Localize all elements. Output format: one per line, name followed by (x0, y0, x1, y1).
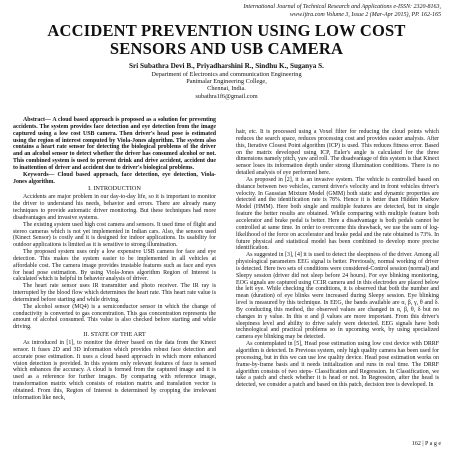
abstract (13, 117, 216, 172)
author-affiliation (0, 71, 453, 100)
journal-header-line-2: www.ijtra.com Volume 3, Issue 2 (Mar-Apr 2015), PP. 162-165 (289, 11, 441, 18)
affiliation-email: subathra1f6@gmail.com (195, 92, 258, 100)
body-paragraph: Accidents are major problem in our day-to-day life, so it is important to monitor the driver to understand his needs, behavior and errors. There are already many techniques to provide automatic driver monitoring. But these techniques had more disadvantages and invasive systems. (13, 194, 216, 221)
body-paragraph: The existing system used high cost camera and sensors. It used time of flight and stereo cameras which is not yet implemented in Indian cars. Also, the sensors used (Kinect Sensor) is costly and it is designed for indoor applications. Its usability for outdoor applications is limited as it is sensitive to strong illumination. (13, 221, 216, 249)
abstract-lead: Abstract— (23, 117, 53, 123)
paper-title-line-2: SENSORS AND USB CAMERA (109, 39, 344, 58)
affiliation-dept: Department of Electronics and communication Engineering (151, 71, 302, 78)
journal-header (231, 4, 441, 19)
body-paragraph: As suggested in [3], [4] it is used to detect the sleepiness of the driver. Among all physiological parameters EEG signal is better. Previously, normal working of driver is detected. Here two sets of conditions were considered-Control session (normal) and Sleepy session (driver did not sleep before 24 hours). For eye blinking monitoring, EOG signals are captured using CCIR camera and in this electrodes are placed below the left eye. While checking the conditions, it is observed that both the number and mean (duration) of eye blinks were increased during Sleepy session. Eye blinking level is measured by this technique. In EEG, the bands available are α, β, γ, θ and δ. By conducting this method, the observed values are changed in α, β, θ, δ but no changes in γ value. In this α and β values are more important. From this driver's sleepiness level and ability to drive safely were detected. EEG signals have both technological and practical problems so in upcoming work, by using specialized camera eye blinking may be detected. (236, 252, 439, 341)
body-paragraph: hair, etc. It is processed using a Voxel filter for reducing the cloud points which reduces the search space, reduces processing cost and provides easier analysis. After this, Iterative Closest Point algorithm (ICP) is used. This reduces fitness error. Based on the matrix developed using ICP, Euler's angle is calculated for the three dimensions namely pitch, yaw and roll. The disadvantage of this system is that Kinect sensor loses its information depth under strong illumination conditions. There is no detailed analysis of eye performed here. (236, 129, 439, 177)
paper-title (0, 22, 453, 58)
body-paragraph: The proposed system uses only a low expensive USB camera for face and eye detection. This makes the system easier to be implemented in all vehicles at affordable cost. The camera image provides trustable features such as face and eyes for head pose estimation. By using Viola-Jones algorithm Region of Interest is calculated which is helpful in behavior analysis of driver. (13, 249, 216, 283)
paper-title-line-1: ACCIDENT PREVENTION USING LOW COST (47, 21, 406, 40)
affiliation-city: Chennai, India. (207, 85, 246, 93)
keywords-body: Cloud based approach, face detection, eye detection, Viola-Jones algorithm. (13, 171, 216, 185)
page-number: 162 | P a g e (411, 441, 441, 447)
abstract-body: A cloud based approach is proposed as a solution for preventing accidents. The system provides face detection and eye detection from the image captured using a low cost USB camera. Then driver's head pose is estimated using the region of interest computed by Viola-Jones algorithm. The system also contains a heart rate sensor for detecting the biological problems of the driver and an alcohol sensor to detect whether the driver has consumed alcohol or not. This combined system is used to prevent drink and drive accident, accident due to inattention of driver and accident due to driver's biological problems. (13, 117, 217, 171)
affiliation-college: Panimalar Engineering College, (186, 78, 267, 86)
section-heading-introduction: I. INTRODUCTION (88, 185, 141, 193)
keywords (13, 172, 216, 186)
keywords-lead: Keywords— (23, 171, 58, 178)
section-heading-state-of-the-art: II. STATE OF THE ART (83, 331, 146, 339)
journal-header-line-1: International Journal of Technical Research and Applications e-ISSN: 2320-8163, (243, 4, 441, 10)
body-paragraph: As introduced in [1], to monitor the driver based on the data from the Kinect sensor. It fuses 2D and 3D information which provides robust face detection and accurate pose estimation. It uses a cloud based approach in which more enhanced vision detection is provided. In this system only relevant features of face is sensed which enhances the accuracy. A cloud is formed from the captured image and it is used as a reference for further images. By comparing with reference image, transformation matrix which consists of rotation matrix and translation vector is obtained. From this, Region of Interest is determined by cropping the irrelevant information like neck, (13, 340, 216, 401)
body-paragraph: As proposed in [2], it is an invasive system. The vehicle is controlled based on distance between two vehicles, current driver's velocity and in front vehicles driver's velocity. In Gaussian Mixture Model (GMM) both static and dynamic properties are detected and the identification rate is 78%. Hence it is better than Hidden Markov Model (HMM). Here both single and multiple features are detected, but in single feature the better results are obtained. While comparing with multiple feature both accelerator and brake pedal is better. Here a disadvantage is both pedals cannot be controlled at same time. In order to overcome this drawback, we use the sum of log-likelihood of the force on accelerator and brake pedal and the rate obtained is 73%. In future physical and statistical model has been combined to develop more precise identification. (236, 176, 439, 252)
body-paragraph: As contemplated in [5], Head pose estimation using low cost device with DRRF algorithm is detected. In Previous system, only high quality camera has been used for processing, but in this we can use low quality device. Head pose estimation works on frame-by-frame basis and it needs initialization and runs in real time. The DRRF algorithm consists of two steps- Classification and Regression. In Classification, we take a patch and check whether it is head or not. In Regression, after the head is detected, we consider a patch and based on this patch, decision tree is developed. In (236, 341, 439, 389)
paper-authors: Sri Subathra Devi B., Priyadharshini R., Sindhu K., Suganya S. (129, 62, 324, 70)
body-paragraph: The alcohol sensor (MQ4) is a semiconductor sensor in which the change of conductivity is converted to gas concentration. This gas concentration represents the amount of alcohol consumed. This value is also checked before starting and while driving. (13, 303, 216, 331)
right-column (236, 129, 439, 389)
body-paragraph: The heart rate sensor uses IR transmitter and photo receiver. The IR ray is interrupted by the blood flow which determines the heart rate. This heart rate value is determined before starting and while driving. (13, 283, 216, 303)
left-column (13, 117, 216, 402)
